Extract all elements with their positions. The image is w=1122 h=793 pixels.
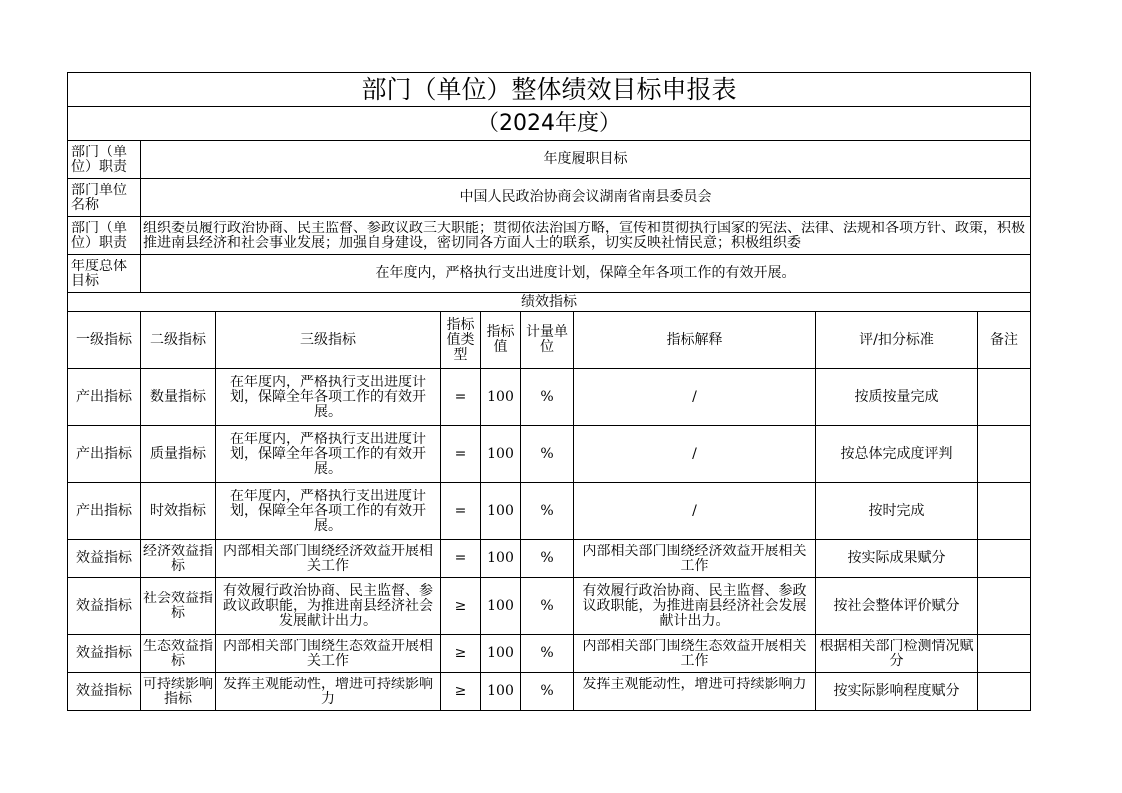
perf-indicators-title: 绩效指标 — [68, 293, 1031, 312]
table-row — [68, 673, 1031, 711]
cell-level2: 经济效益指标 — [141, 540, 216, 578]
cell-standard: 按实际成果赋分 — [816, 540, 978, 578]
table-row — [68, 426, 1031, 483]
cell-value: 100 — [481, 673, 521, 711]
cell-level2: 社会效益指标 — [141, 578, 216, 635]
cell-level1: 效益指标 — [68, 578, 141, 635]
header-note: 备注 — [978, 312, 1031, 369]
dept-duty-label-2: 部门（单位）职责 — [68, 217, 141, 255]
annual-goal-value: 在年度内，严格执行支出进度计划，保障全年各项工作的有效开展。 — [141, 255, 1031, 293]
cell-standard: 按实际影响程度赋分 — [816, 673, 978, 711]
cell-level2: 生态效益指标 — [141, 635, 216, 673]
annual-goal-heading: 年度履职目标 — [141, 141, 1031, 179]
cell-note — [978, 369, 1031, 426]
cell-standard: 根据相关部门检测情况赋分 — [816, 635, 978, 673]
cell-standard: 按社会整体评价赋分 — [816, 578, 978, 635]
cell-level3: 在年度内，严格执行支出进度计划，保障全年各项工作的有效开展。 — [216, 483, 441, 540]
cell-type: ≥ — [441, 578, 481, 635]
table-row — [68, 369, 1031, 426]
cell-level3: 在年度内，严格执行支出进度计划，保障全年各项工作的有效开展。 — [216, 369, 441, 426]
cell-type: = — [441, 483, 481, 540]
header-level2: 二级指标 — [141, 312, 216, 369]
cell-level3: 有效履行政治协商、民主监督、参政议政职能，为推进南县经济社会发展献计出力。 — [216, 578, 441, 635]
cell-level2: 时效指标 — [141, 483, 216, 540]
header-level1: 一级指标 — [68, 312, 141, 369]
year-label: （2024年度） — [68, 107, 1031, 141]
cell-type: ≥ — [441, 673, 481, 711]
cell-level1: 效益指标 — [68, 635, 141, 673]
dept-name-value: 中国人民政治协商会议湖南省南县委员会 — [141, 179, 1031, 217]
cell-level3: 发挥主观能动性，增进可持续影响力 — [216, 673, 441, 711]
cell-unit: % — [521, 673, 574, 711]
cell-level1: 效益指标 — [68, 540, 141, 578]
cell-value: 100 — [481, 540, 521, 578]
cell-level1: 产出指标 — [68, 483, 141, 540]
annual-goal-label: 年度总体目标 — [68, 255, 141, 293]
cell-value: 100 — [481, 369, 521, 426]
cell-standard: 按时完成 — [816, 483, 978, 540]
cell-note — [978, 426, 1031, 483]
cell-unit: % — [521, 483, 574, 540]
cell-level2: 数量指标 — [141, 369, 216, 426]
cell-unit: % — [521, 635, 574, 673]
table-row — [68, 578, 1031, 635]
cell-type: = — [441, 426, 481, 483]
cell-unit: % — [521, 426, 574, 483]
header-level3: 三级指标 — [216, 312, 441, 369]
cell-explain: / — [574, 483, 816, 540]
cell-value: 100 — [481, 483, 521, 540]
dept-duty-label: 部门（单位）职责 — [68, 141, 141, 179]
cell-value: 100 — [481, 426, 521, 483]
cell-explain: 内部相关部门围绕生态效益开展相关工作 — [574, 635, 816, 673]
cell-level3: 内部相关部门围绕经济效益开展相关工作 — [216, 540, 441, 578]
cell-unit: % — [521, 540, 574, 578]
cell-level3: 在年度内，严格执行支出进度计划，保障全年各项工作的有效开展。 — [216, 426, 441, 483]
dept-name-label: 部门单位名称 — [68, 179, 141, 217]
cell-level1: 效益指标 — [68, 673, 141, 711]
header-unit: 计量单位 — [521, 312, 574, 369]
cell-note — [978, 673, 1031, 711]
header-standard: 评/扣分标准 — [816, 312, 978, 369]
dept-duty-value: 组织委员履行政治协商、民主监督、参政议政三大职能；贯彻依法治国方略，宣传和贯彻执行国家的宪法、法律、法规和各项方针、政策，积极推进南县经济和社会事业发展；加强自身建设，密切同各方面人士的联系，切实反映社情民意；积极组织委 — [141, 217, 1031, 255]
cell-explain: 内部相关部门围绕经济效益开展相关工作 — [574, 540, 816, 578]
table-row — [68, 483, 1031, 540]
table-row — [68, 540, 1031, 578]
cell-level2: 可持续影响指标 — [141, 673, 216, 711]
table-row — [68, 635, 1031, 673]
cell-type: ≥ — [441, 635, 481, 673]
cell-explain: / — [574, 369, 816, 426]
performance-declaration-table — [67, 72, 1031, 711]
cell-note — [978, 578, 1031, 635]
cell-type: = — [441, 540, 481, 578]
header-value-type: 指标值类型 — [441, 312, 481, 369]
cell-note — [978, 635, 1031, 673]
cell-standard: 按质按量完成 — [816, 369, 978, 426]
cell-level2: 质量指标 — [141, 426, 216, 483]
cell-explain: / — [574, 426, 816, 483]
cell-level1: 产出指标 — [68, 369, 141, 426]
cell-unit: % — [521, 578, 574, 635]
cell-value: 100 — [481, 578, 521, 635]
cell-note — [978, 540, 1031, 578]
cell-level1: 产出指标 — [68, 426, 141, 483]
cell-level3: 内部相关部门围绕生态效益开展相关工作 — [216, 635, 441, 673]
cell-note — [978, 483, 1031, 540]
cell-explain: 发挥主观能动性，增进可持续影响力 — [574, 673, 816, 711]
cell-unit: % — [521, 369, 574, 426]
cell-standard: 按总体完成度评判 — [816, 426, 978, 483]
cell-explain: 有效履行政治协商、民主监督、参政议政职能，为推进南县经济社会发展献计出力。 — [574, 578, 816, 635]
page-title: 部门（单位）整体绩效目标申报表 — [68, 73, 1031, 107]
header-value: 指标值 — [481, 312, 521, 369]
cell-value: 100 — [481, 635, 521, 673]
cell-type: = — [441, 369, 481, 426]
header-explain: 指标解释 — [574, 312, 816, 369]
